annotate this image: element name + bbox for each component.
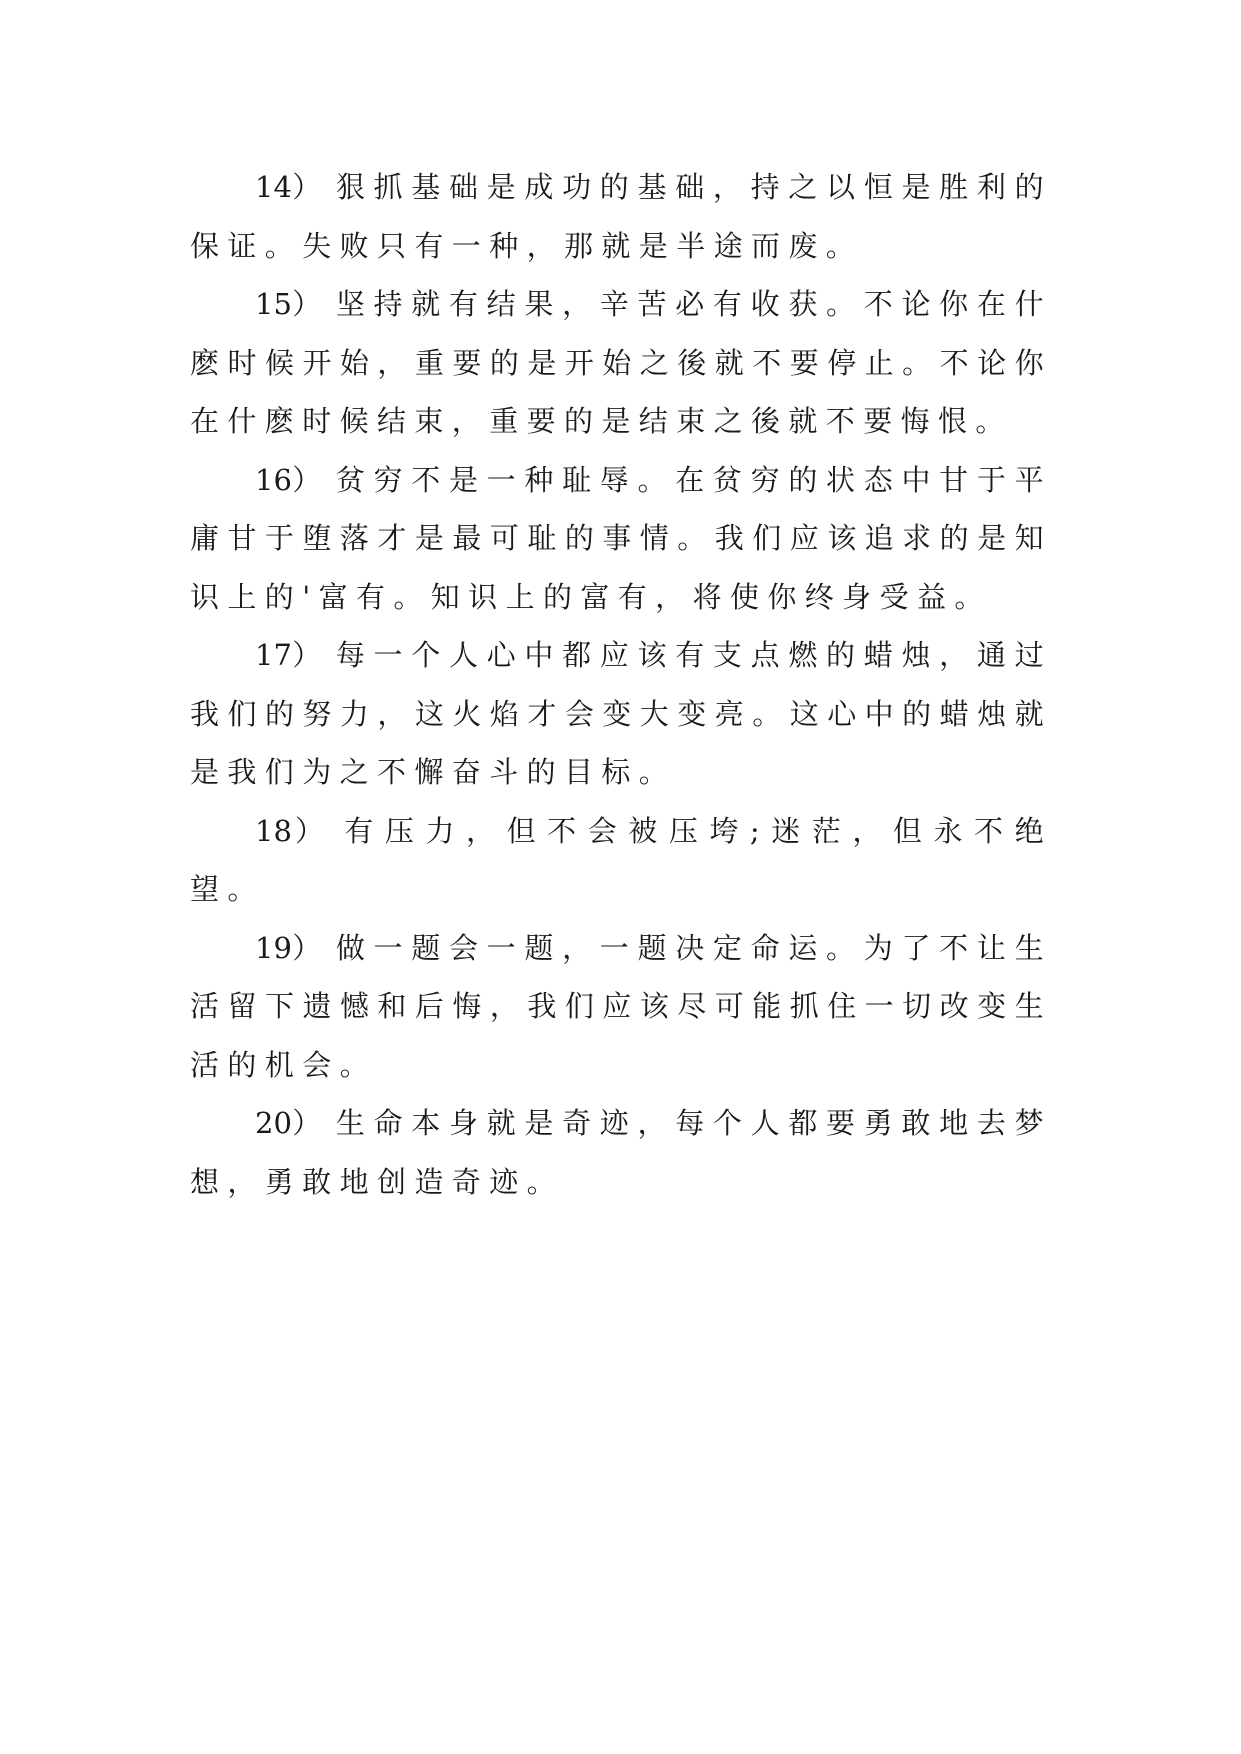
paragraph-text: 坚持就有结果，辛苦必有收获。不论你在什麽时候开始，重要的是开始之後就不要停止。不论你在什麽时候结束，重要的是结束之後就不要悔恨。 (190, 287, 1052, 438)
paragraph-text: 每一个人心中都应该有支点燃的蜡烛，通过我们的努力，这火焰才会变大变亮。这心中的蜡烛就是我们为之不懈奋斗的目标。 (190, 638, 1052, 789)
paragraph-text: 有压力，但不会被压垮;迷茫，但永不绝望。 (190, 813, 1052, 906)
paragraph-number: 20） (255, 1106, 322, 1140)
quote-paragraph (190, 451, 1052, 627)
paragraph-text: 做一题会一题，一题决定命运。为了不让生活留下遗憾和后悔，我们应该尽可能抓住一切改变生活的机会。 (190, 930, 1052, 1082)
paragraph-number: 19） (255, 930, 322, 965)
paragraph-number: 14） (255, 170, 322, 204)
quote-paragraph (190, 1094, 1052, 1211)
document-body (190, 158, 1052, 1211)
paragraph-text: 生命本身就是奇迹，每个人都要勇敢地去梦想，勇敢地创造奇迹。 (190, 1106, 1052, 1199)
quote-paragraph (190, 626, 1052, 802)
paragraph-number: 15） (255, 287, 322, 321)
quote-paragraph (190, 275, 1052, 451)
paragraph-number: 17） (255, 638, 322, 672)
paragraph-text: 贫穷不是一种耻辱。在贫穷的状态中甘于平庸甘于堕落才是最可耻的事情。我们应该追求的是知识上的'富有。知识上的富有，将使你终身受益。 (190, 462, 1052, 614)
paragraph-text: 狠抓基础是成功的基础，持之以恒是胜利的保证。失败只有一种，那就是半途而废。 (190, 170, 1052, 263)
paragraph-number: 18） (255, 813, 328, 848)
quote-paragraph (190, 158, 1052, 275)
paragraph-number: 16） (255, 462, 322, 497)
quote-paragraph (190, 802, 1052, 919)
quote-paragraph (190, 919, 1052, 1095)
